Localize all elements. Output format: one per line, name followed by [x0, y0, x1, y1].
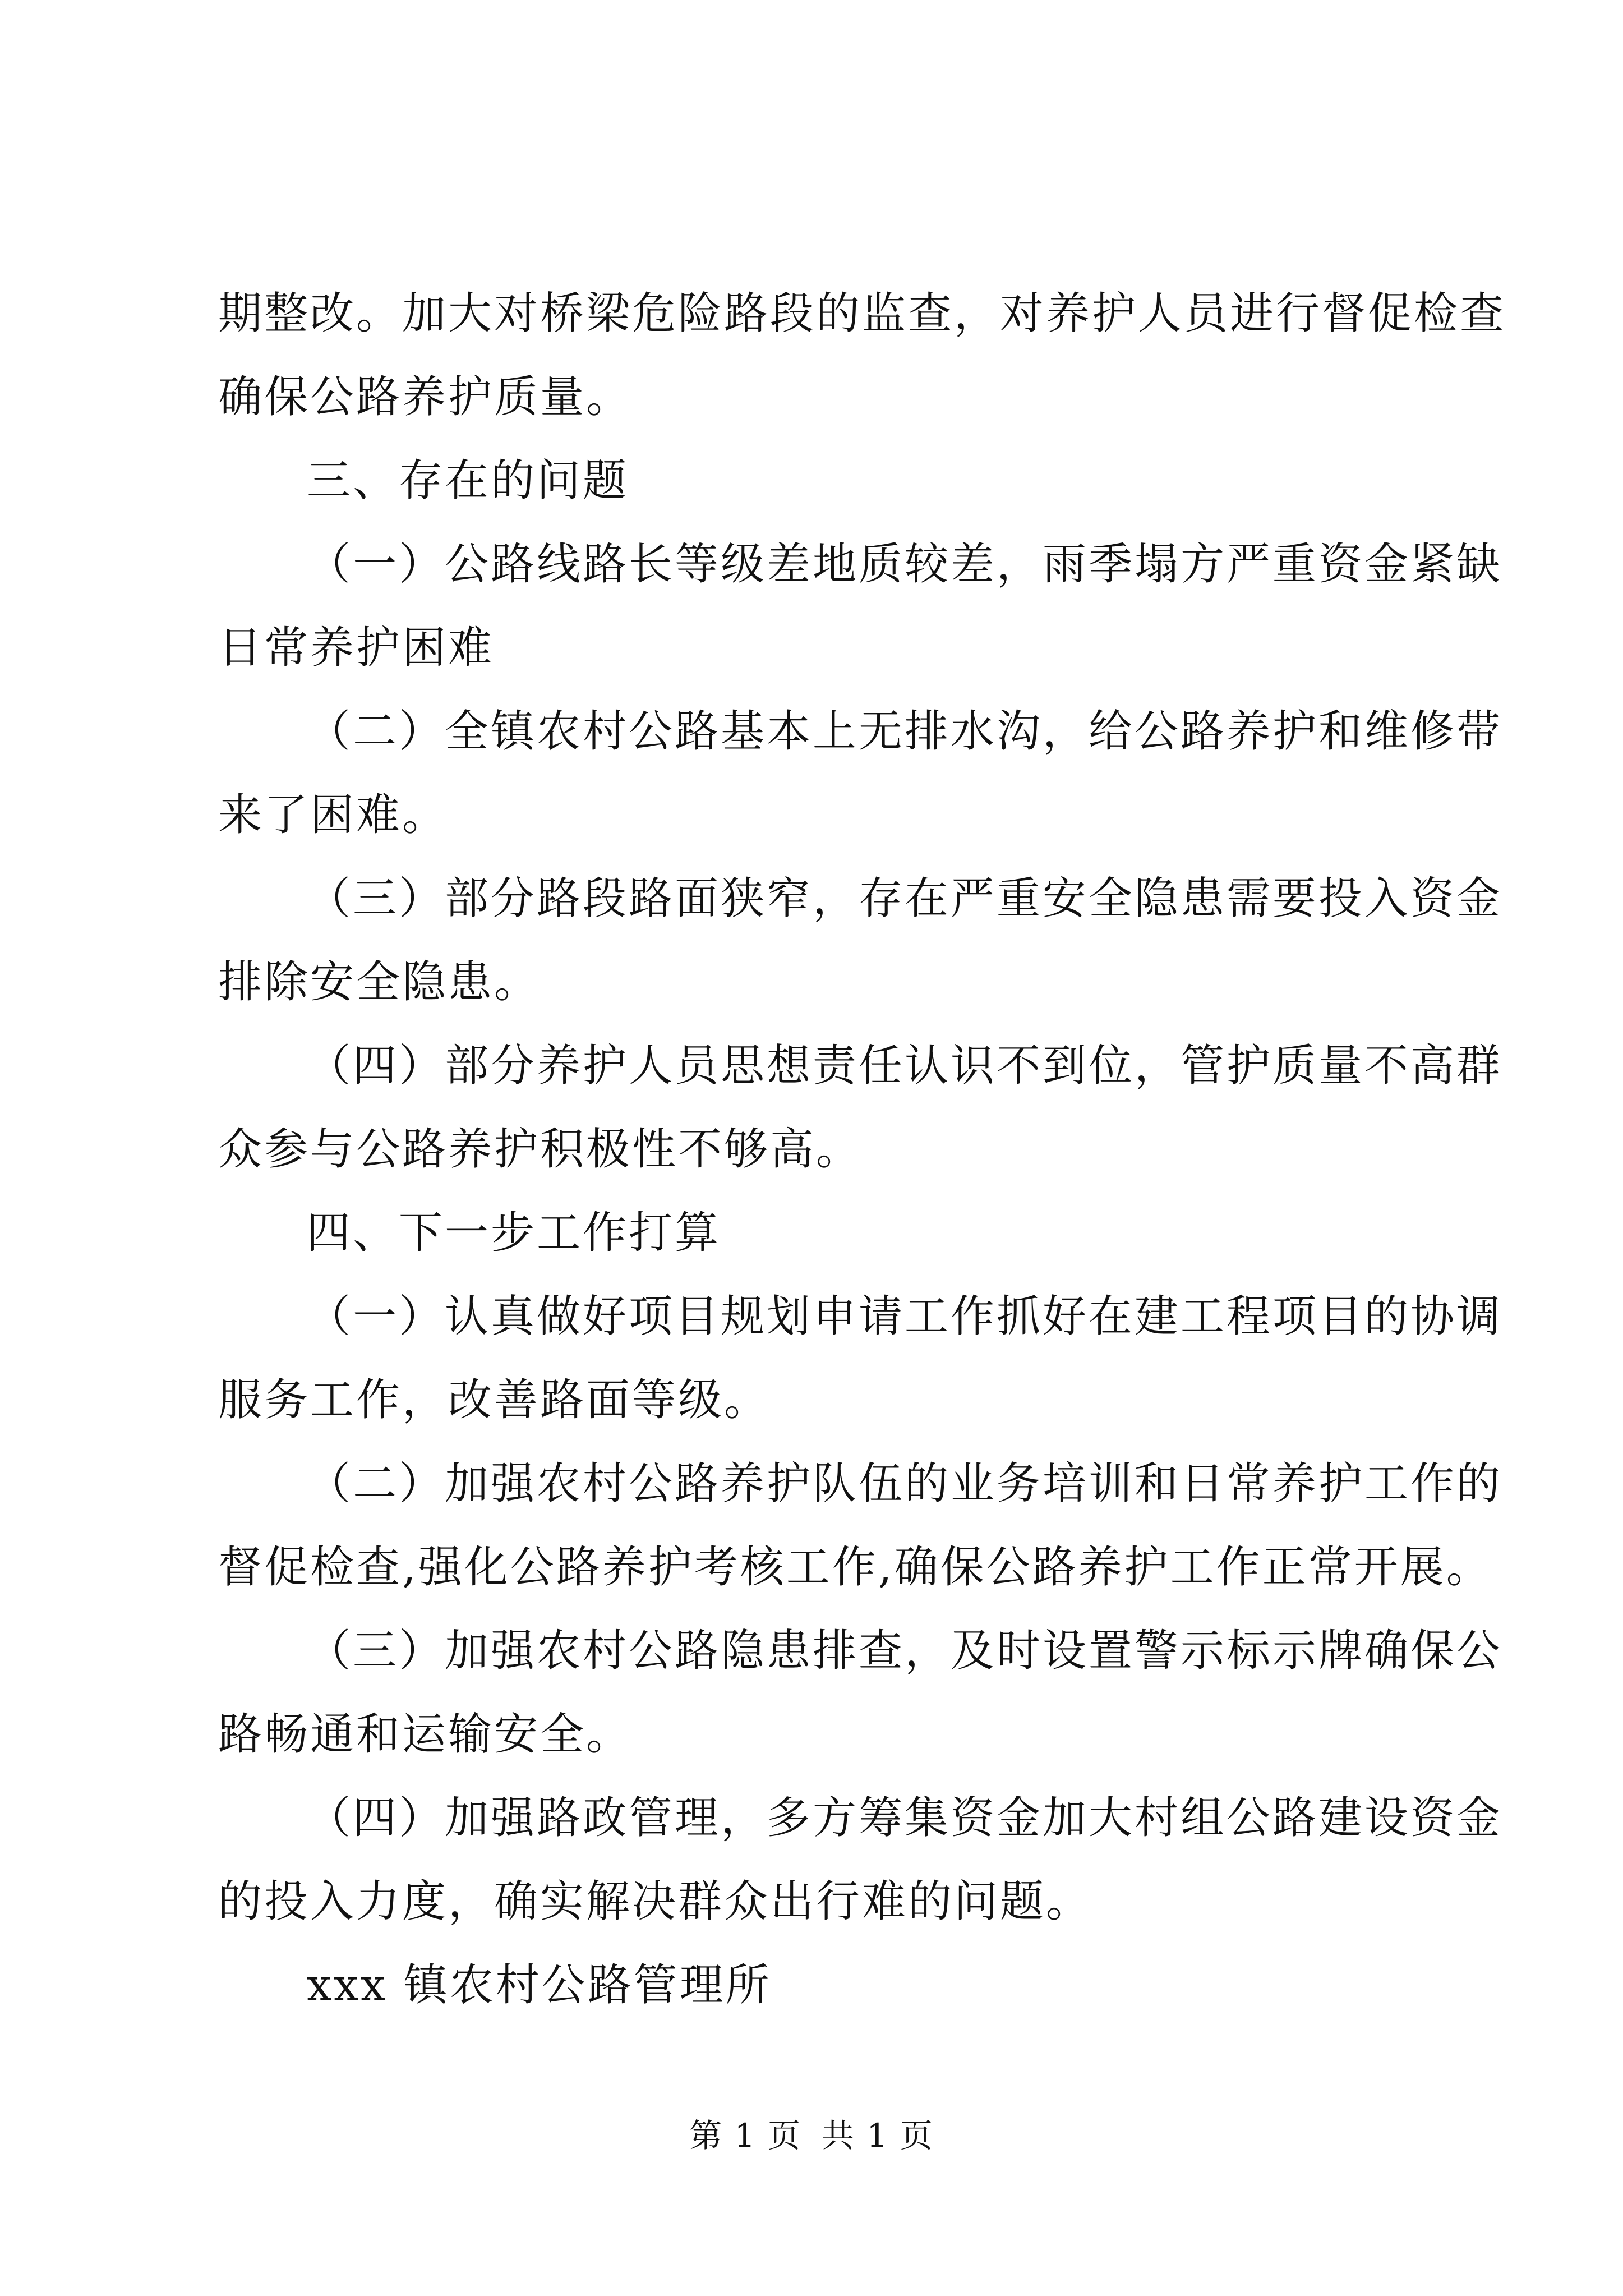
paragraph-line: 服务工作，改善路面等级。: [218, 1375, 771, 1425]
paragraph-line: 的投入力度，确实解决群众出行难的问题。: [218, 1876, 1092, 1927]
paragraph-line: （四）加强路政管理，多方筹集资金加大村组公路建设资金: [307, 1793, 1503, 1843]
paragraph-line: 期整改。加大对桥梁危险路段的监查，对养护人员进行督促检查: [218, 288, 1506, 339]
paragraph-line: （二）加强农村公路养护队伍的业务培训和日常养护工作的: [307, 1458, 1503, 1509]
paragraph-line: 路畅通和运输安全。: [218, 1709, 633, 1760]
paragraph-line: （三）加强农村公路隐患排查，及时设置警示标示牌确保公: [307, 1626, 1503, 1676]
paragraph-line: 日常养护困难: [218, 623, 495, 673]
paragraph-line: （三）部分路段路面狭窄，存在严重安全隐患需要投入资金: [307, 873, 1503, 924]
paragraph-line: （四）部分养护人员思想责任认识不到位，管护质量不高群: [307, 1041, 1503, 1091]
paragraph-line: （一）认真做好项目规划申请工作抓好在建工程项目的协调: [307, 1291, 1503, 1342]
paragraph-line: （二）全镇农村公路基本上无排水沟，给公路养护和维修带: [307, 706, 1503, 757]
page-footer: [0, 2109, 1623, 2156]
document-body: [218, 272, 1506, 2027]
paragraph-line: 确保公路养护质量。: [218, 372, 633, 422]
paragraph-line: 众参与公路养护积极性不够高。: [218, 1124, 863, 1175]
paragraph-line: 来了困难。: [218, 790, 449, 840]
section-heading-next-steps: 四、下一步工作打算: [307, 1208, 721, 1258]
section-heading-problems: 三、存在的问题: [307, 455, 629, 506]
paragraph-line: 督促检查,强化公路养护考核工作,确保公路养护工作正常开展。: [218, 1542, 1492, 1593]
signature-line: xxx 镇农村公路管理所: [307, 1960, 772, 2010]
paragraph-line: 排除安全隐患。: [218, 957, 541, 1007]
page-number: 第 1 页: [689, 2116, 801, 2155]
page-total: 共 1 页: [822, 2116, 934, 2155]
paragraph-line: （一）公路线路长等级差地质较差，雨季塌方严重资金紧缺: [307, 539, 1503, 590]
